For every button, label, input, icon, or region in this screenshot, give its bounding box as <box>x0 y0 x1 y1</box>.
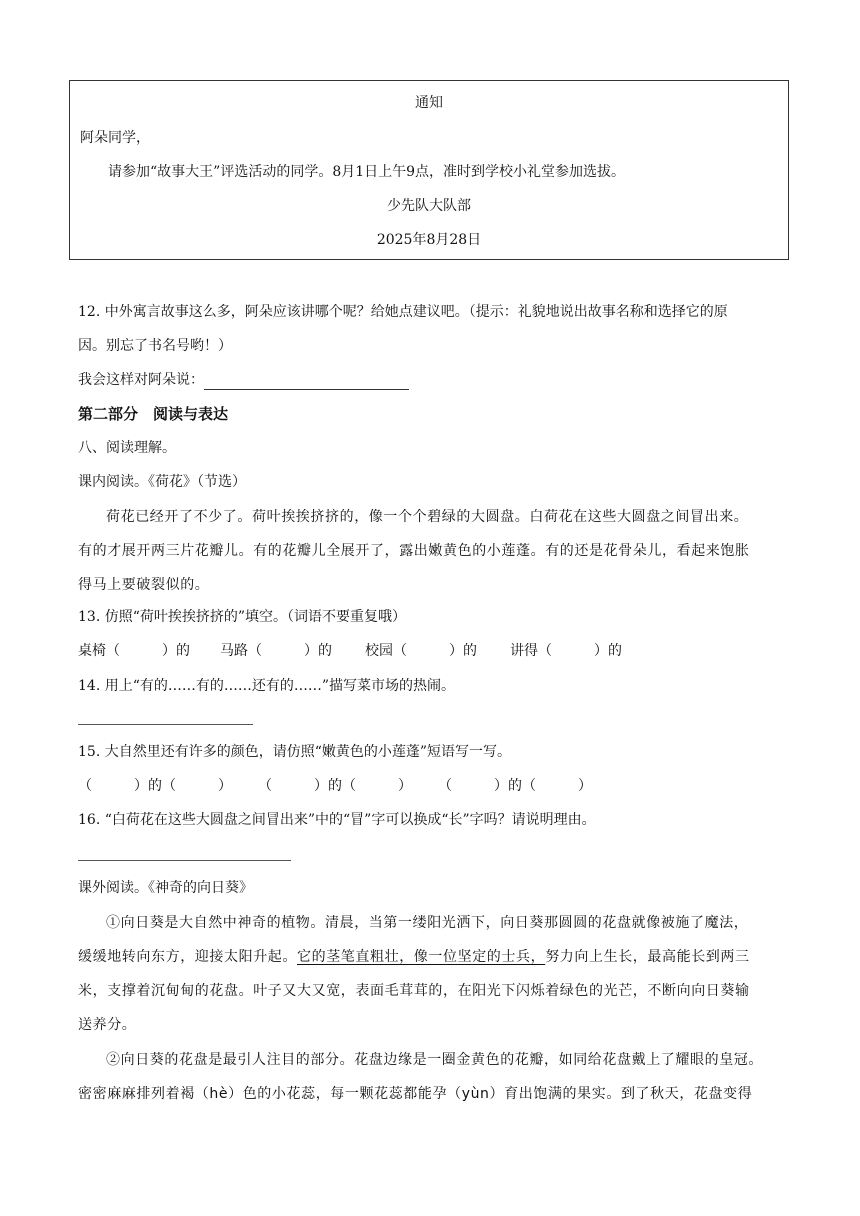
q15-item-2[interactable]: （ ）的（ ） <box>258 778 412 794</box>
passage1-line2: 有的才展开两三片花瓣儿。有的花瓣儿全展开了，露出嫩黄色的小莲蓬。有的还是花骨朵儿，看起来饱胀 <box>78 543 750 559</box>
reading-intro-1: 课内阅读。《荷花》（节选） <box>78 474 246 490</box>
p2-line2-c: ）育出饱满的果实。到了秋天，花盘变得 <box>489 1086 753 1102</box>
notice-date: 2025年8月28日 <box>376 232 482 248</box>
q14-answer-blank[interactable] <box>78 723 253 725</box>
passage1-line1: 荷花已经开了不少了。荷叶挨挨挤挤的，像一个个碧绿的大圆盘。白荷花在这些大圆盘之间冒出来。 <box>106 509 749 525</box>
q12-answer-prompt: 我会这样对阿朵说： <box>78 372 204 388</box>
p1-line2-post: 努力向上生长，最高能长到两三 <box>545 949 750 965</box>
notice-greeting: 阿朵同学， <box>80 130 150 146</box>
q13-item-2[interactable]: 马路（ ）的 <box>220 643 332 659</box>
q12-answer-blank[interactable] <box>204 373 409 390</box>
passage1-line3: 得马上要破裂似的。 <box>78 577 210 593</box>
passage2-p1-line1: ①向日葵是大自然中神奇的植物。清晨，当第一缕阳光洒下，向日葵那圆圆的花盘就像被施了魔法， <box>106 915 749 931</box>
q13-item-4[interactable]: 讲得（ ）的 <box>510 643 622 659</box>
q12-line2: 因。别忘了书名号哟！） <box>78 338 232 354</box>
q15-item-1[interactable]: （ ）的（ ） <box>78 778 232 794</box>
q12-answer-row <box>78 370 409 390</box>
q15-item-3[interactable]: （ ）的（ ） <box>438 778 592 794</box>
q14-text: 14. 用上“有的……有的……还有的……”描写菜市场的热闹。 <box>78 678 456 694</box>
passage2-p1-line4: 送养分。 <box>78 1017 137 1033</box>
passage2-p1-line3: 米，支撑着沉甸甸的花盘。叶子又大又宽，表面毛茸茸的，在阳光下闪烁着绿色的光芒，不断向向日葵输 <box>78 983 750 999</box>
notice-body: 请参加“故事大王”评选活动的同学。8月1日上午9点，准时到学校小礼堂参加选拔。 <box>108 164 626 180</box>
section-title: 八、阅读理解。 <box>78 440 176 456</box>
reading-intro-2: 课外阅读。《神奇的向日葵》 <box>78 880 253 896</box>
pinyin-he: hè <box>209 1086 229 1102</box>
q12-line1: 12. 中外寓言故事这么多，阿朵应该讲哪个呢？给她点建议吧。（提示：礼貌地说出故事名称和选择它的原 <box>78 304 728 320</box>
notice-box <box>69 80 789 260</box>
p1-line2-pre: 缓缓地转向东方，迎接太阳升起。 <box>78 949 297 965</box>
passage2-p2-line2 <box>78 1084 752 1104</box>
passage2-p2-line1: ②向日葵的花盘是最引人注目的部分。花盘边缘是一圈金黄色的花瓣，如同给花盘戴上了耀眼的皇冠。 <box>106 1052 763 1068</box>
p2-line2-b: ）色的小花蕊，每一颗花蕊都能孕（ <box>228 1086 462 1102</box>
passage2-p1-line2 <box>78 947 750 967</box>
underlined-sentence: 它的茎笔直粗壮，像一位坚定的士兵， <box>297 949 546 965</box>
q13-text: 13. 仿照“荷叶挨挨挤挤的”填空。（词语不要重复哦） <box>78 609 407 625</box>
notice-title: 通知 <box>415 95 443 111</box>
notice-sender: 少先队大队部 <box>387 198 471 214</box>
p2-line2-a: 密密麻麻排列着褐（ <box>78 1086 210 1102</box>
q13-item-3[interactable]: 校园（ ）的 <box>365 643 477 659</box>
part2-heading: 第二部分 阅读与表达 <box>78 405 229 423</box>
q16-answer-blank[interactable] <box>78 859 291 861</box>
q16-text: 16. “白荷花在这些大圆盘之间冒出来”中的“冒”字可以换成“长”字吗？请说明理由。 <box>78 812 596 828</box>
q13-item-1[interactable]: 桌椅（ ）的 <box>78 643 190 659</box>
pinyin-yun: yùn <box>461 1086 490 1102</box>
q15-text: 15. 大自然里还有许多的颜色，请仿照“嫩黄色的小莲蓬”短语写一写。 <box>78 744 512 760</box>
